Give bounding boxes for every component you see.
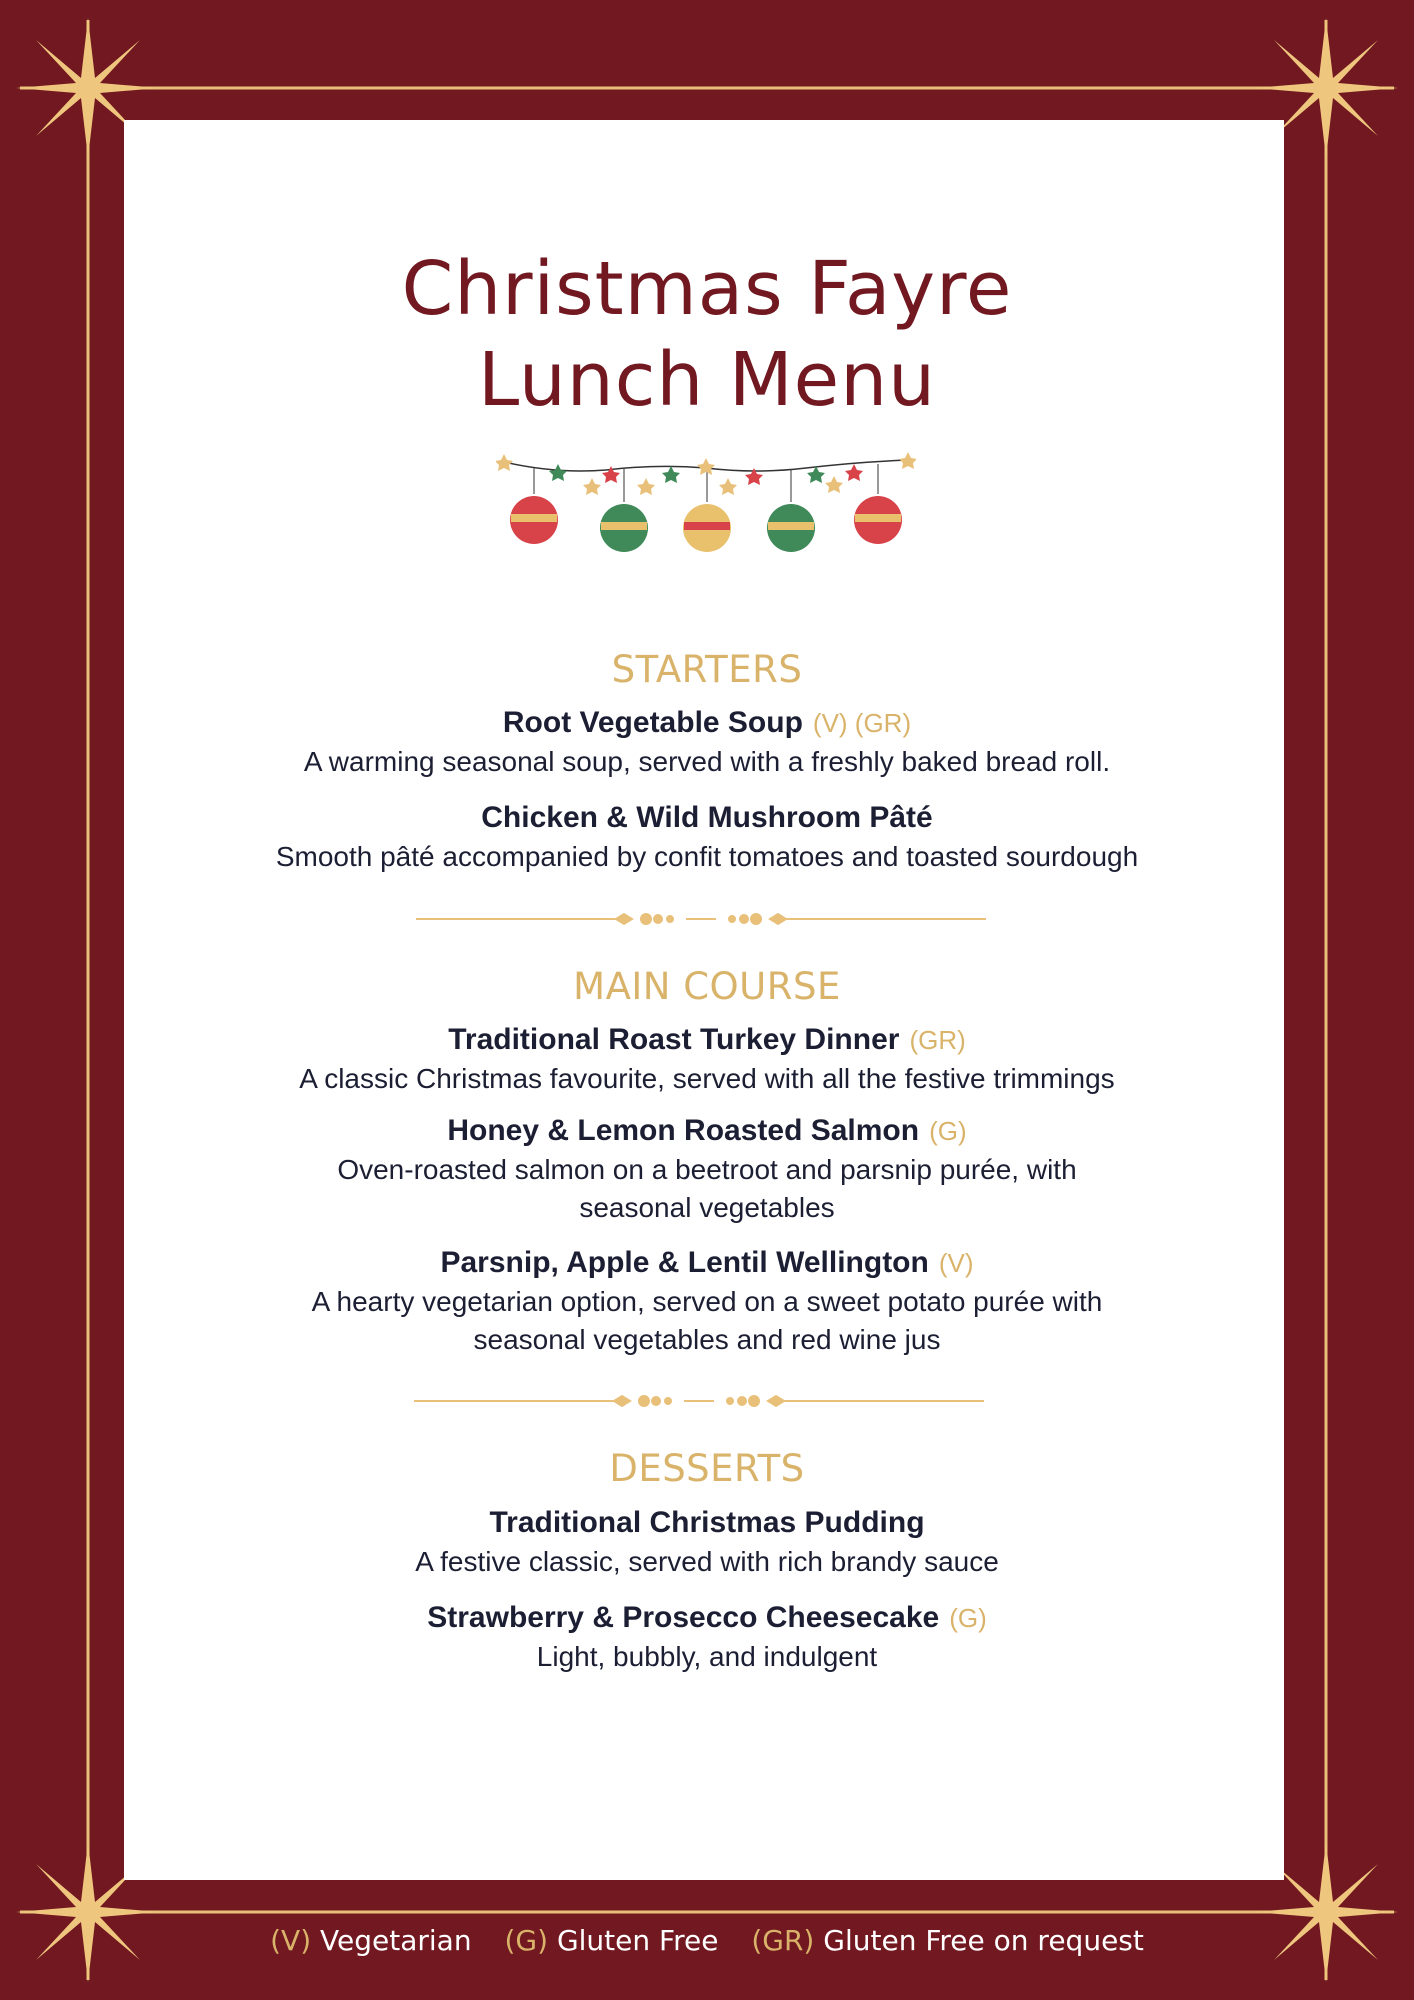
menu-item <box>0 1243 1414 1359</box>
dietary-tag: (GR) <box>909 1025 966 1055</box>
dietary-tag: (V) (GR) <box>812 708 912 738</box>
menu-item <box>0 798 1414 876</box>
item-name: Traditional Christmas Pudding <box>489 1506 925 1539</box>
legend-entry-gluten-free: (G) Gluten Free <box>504 1924 719 1957</box>
dietary-legend <box>0 1921 1414 1961</box>
menu-item <box>0 1598 1414 1676</box>
item-name: Root Vegetable Soup (V) (GR) <box>502 706 912 739</box>
legend-entry-gluten-free-on-request: (GR) Gluten Free on request <box>751 1924 1144 1957</box>
menu-item <box>0 1020 1414 1098</box>
item-name: Strawberry & Prosecco Cheesecake (G) <box>427 1601 987 1634</box>
item-description: Light, bubbly, and indulgent <box>536 1641 878 1672</box>
dietary-tag: (G) <box>929 1116 967 1146</box>
menu-item <box>0 703 1414 781</box>
section-heading-desserts: DESSERTS <box>609 1447 805 1490</box>
dietary-tag: (V) <box>938 1248 974 1278</box>
section-heading-main-course: MAIN COURSE <box>573 965 841 1008</box>
item-name: Parsnip, Apple & Lentil Wellington (V) <box>440 1246 974 1279</box>
item-description: A hearty vegetarian option, served on a sweet potato purée with <box>311 1286 1103 1317</box>
menu-title-line2: Lunch Menu <box>477 337 936 423</box>
section-heading-starters: STARTERS <box>611 648 803 691</box>
item-description: Oven-roasted salmon on a beetroot and parsnip purée, with <box>337 1154 1077 1185</box>
item-description: A classic Christmas favourite, served with all the festive trimmings <box>299 1063 1115 1094</box>
item-description: A warming seasonal soup, served with a freshly baked bread roll. <box>303 746 1111 777</box>
menu-item <box>0 1111 1414 1227</box>
item-description: Smooth pâté accompanied by confit tomatoes and toasted sourdough <box>275 841 1139 872</box>
christmas-bauble-garland-icon <box>496 452 916 552</box>
divider-flourish-icon <box>414 1391 984 1411</box>
item-description-line2: seasonal vegetables and red wine jus <box>473 1324 941 1355</box>
dietary-tag: (G) <box>949 1603 987 1633</box>
menu-title-line1: Christmas Fayre <box>401 246 1013 332</box>
item-description-line2: seasonal vegetables <box>579 1192 835 1223</box>
menu-item <box>0 1503 1414 1581</box>
item-name: Honey & Lemon Roasted Salmon (G) <box>447 1114 967 1147</box>
legend-entry-vegetarian: (V) Vegetarian <box>270 1924 472 1957</box>
item-name: Traditional Roast Turkey Dinner (GR) <box>448 1023 966 1056</box>
item-description: A festive classic, served with rich brandy sauce <box>415 1546 999 1577</box>
item-name: Chicken & Wild Mushroom Pâté <box>481 801 933 834</box>
divider-flourish-icon <box>416 909 986 929</box>
